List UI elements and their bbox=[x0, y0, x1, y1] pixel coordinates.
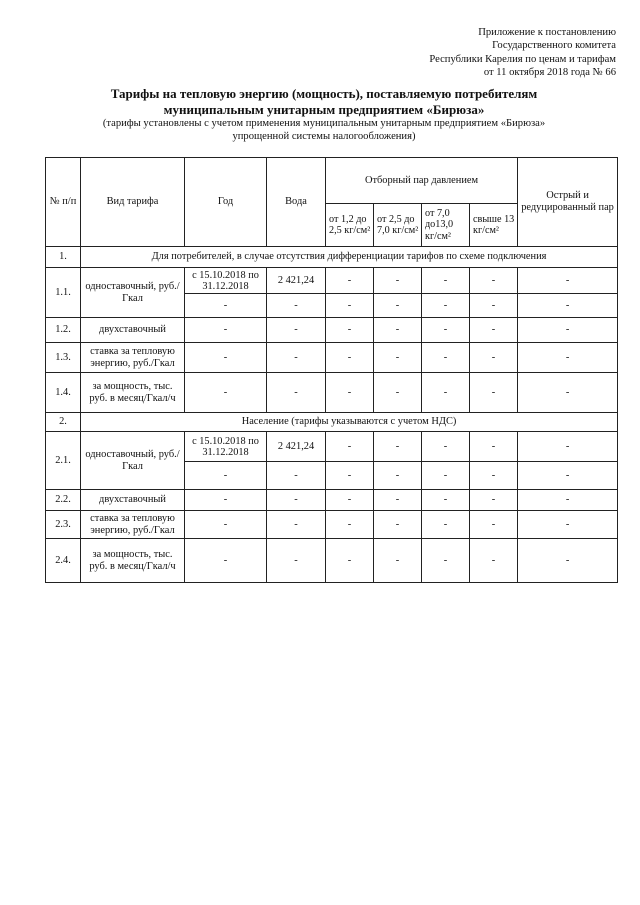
table-row bbox=[46, 373, 618, 413]
dash-cell: - bbox=[470, 373, 518, 413]
dash-cell: - bbox=[267, 294, 326, 318]
row-tariff-type: одноставочный, руб./Гкал bbox=[81, 432, 185, 490]
section-row bbox=[46, 413, 618, 432]
dash-cell: - bbox=[518, 432, 618, 462]
dash-cell: - bbox=[470, 318, 518, 343]
header-steam-col: от 1,2 до 2,5 кг/см² bbox=[326, 204, 374, 247]
dash-cell: - bbox=[518, 462, 618, 490]
table-row bbox=[46, 268, 618, 294]
header-steam-group: Отборный пар давлением bbox=[326, 158, 518, 204]
table-row bbox=[46, 490, 618, 511]
dash-cell: - bbox=[267, 539, 326, 583]
row-num: 1.1. bbox=[46, 268, 81, 318]
section-num: 2. bbox=[46, 413, 81, 432]
header-year: Год bbox=[185, 158, 267, 247]
row-period: с 15.10.2018 по 31.12.2018 bbox=[185, 432, 267, 462]
dash-cell: - bbox=[267, 462, 326, 490]
row-tariff-type: двухставочный bbox=[81, 318, 185, 343]
dash-cell: - bbox=[374, 373, 422, 413]
dash-cell: - bbox=[374, 539, 422, 583]
dash-cell: - bbox=[518, 373, 618, 413]
dash-cell: - bbox=[267, 490, 326, 511]
section-num: 1. bbox=[46, 247, 81, 268]
dash-cell: - bbox=[374, 294, 422, 318]
subtitle-line: упрощенной системы налогообложения) bbox=[232, 130, 416, 142]
dash-cell: - bbox=[422, 268, 470, 294]
dash-cell: - bbox=[422, 462, 470, 490]
dash-cell: - bbox=[185, 539, 267, 583]
appendix-line: от 11 октября 2018 года № 66 bbox=[483, 67, 616, 79]
dash-cell: - bbox=[470, 539, 518, 583]
dash-cell: - bbox=[470, 294, 518, 318]
row-water-value: 2 421,24 bbox=[267, 432, 326, 462]
dash-cell: - bbox=[470, 343, 518, 373]
dash-cell: - bbox=[470, 268, 518, 294]
header-steam-col: от 7,0 до13,0 кг/см² bbox=[422, 204, 470, 247]
dash-cell: - bbox=[185, 511, 267, 539]
dash-cell: - bbox=[518, 511, 618, 539]
dash-cell: - bbox=[185, 343, 267, 373]
document-title bbox=[44, 86, 604, 117]
row-num: 1.3. bbox=[46, 343, 81, 373]
dash-cell: - bbox=[470, 511, 518, 539]
dash-cell: - bbox=[374, 432, 422, 462]
section-title: Для потребителей, в случае отсутствия дифференциации тарифов по схеме подключения bbox=[81, 247, 618, 268]
dash-cell: - bbox=[326, 511, 374, 539]
dash-cell: - bbox=[422, 318, 470, 343]
dash-cell: - bbox=[422, 539, 470, 583]
row-num: 2.4. bbox=[46, 539, 81, 583]
dash-cell: - bbox=[422, 373, 470, 413]
dash-cell: - bbox=[326, 432, 374, 462]
dash-cell: - bbox=[185, 462, 267, 490]
table-row bbox=[46, 511, 618, 539]
row-tariff-type: двухставочный bbox=[81, 490, 185, 511]
dash-cell: - bbox=[470, 462, 518, 490]
row-water-value: 2 421,24 bbox=[267, 268, 326, 294]
row-num: 1.4. bbox=[46, 373, 81, 413]
dash-cell: - bbox=[185, 373, 267, 413]
dash-cell: - bbox=[422, 511, 470, 539]
dash-cell: - bbox=[326, 294, 374, 318]
dash-cell: - bbox=[185, 490, 267, 511]
row-tariff-type: ставка за тепловую энергию, руб./Гкал bbox=[81, 511, 185, 539]
dash-cell: - bbox=[326, 462, 374, 490]
row-num: 1.2. bbox=[46, 318, 81, 343]
appendix-line: Республики Карелия по ценам и тарифам bbox=[429, 53, 616, 65]
header-num: № п/п bbox=[46, 158, 81, 247]
appendix-block bbox=[429, 26, 616, 80]
dash-cell: - bbox=[267, 511, 326, 539]
table-row bbox=[46, 318, 618, 343]
dash-cell: - bbox=[374, 343, 422, 373]
dash-cell: - bbox=[518, 490, 618, 511]
table-row bbox=[46, 343, 618, 373]
dash-cell: - bbox=[326, 318, 374, 343]
row-tariff-type: одноставочный, руб./Гкал bbox=[81, 268, 185, 318]
dash-cell: - bbox=[326, 268, 374, 294]
table-header-row bbox=[46, 158, 618, 204]
header-water: Вода bbox=[267, 158, 326, 247]
row-tariff-type: за мощность, тыс. руб. в месяц/Гкал/ч bbox=[81, 539, 185, 583]
header-sharp-steam: Острый и редуцированный пар bbox=[518, 158, 618, 247]
table-row bbox=[46, 539, 618, 583]
row-num: 2.3. bbox=[46, 511, 81, 539]
dash-cell: - bbox=[518, 343, 618, 373]
dash-cell: - bbox=[267, 318, 326, 343]
dash-cell: - bbox=[422, 490, 470, 511]
dash-cell: - bbox=[518, 294, 618, 318]
appendix-line: Государственного комитета bbox=[492, 40, 616, 52]
dash-cell: - bbox=[422, 343, 470, 373]
row-tariff-type: ставка за тепловую энергию, руб./Гкал bbox=[81, 343, 185, 373]
dash-cell: - bbox=[422, 294, 470, 318]
header-steam-col: от 2,5 до 7,0 кг/см² bbox=[374, 204, 422, 247]
row-num: 2.2. bbox=[46, 490, 81, 511]
dash-cell: - bbox=[518, 318, 618, 343]
row-tariff-type: за мощность, тыс. руб. в месяц/Гкал/ч bbox=[81, 373, 185, 413]
appendix-line: Приложение к постановлению bbox=[478, 27, 616, 38]
dash-cell: - bbox=[374, 490, 422, 511]
dash-cell: - bbox=[326, 373, 374, 413]
dash-cell: - bbox=[374, 268, 422, 294]
dash-cell: - bbox=[518, 539, 618, 583]
dash-cell: - bbox=[470, 490, 518, 511]
title-line: Тарифы на тепловую энергию (мощность), поставляемую потребителям bbox=[110, 86, 538, 101]
dash-cell: - bbox=[185, 294, 267, 318]
header-tariff-type: Вид тарифа bbox=[81, 158, 185, 247]
dash-cell: - bbox=[267, 343, 326, 373]
dash-cell: - bbox=[267, 373, 326, 413]
dash-cell: - bbox=[422, 432, 470, 462]
tariff-table bbox=[45, 157, 618, 583]
section-title: Население (тарифы указываются с учетом НДС) bbox=[81, 413, 618, 432]
dash-cell: - bbox=[326, 343, 374, 373]
header-steam-col: свыше 13 кг/см² bbox=[470, 204, 518, 247]
subtitle-line: (тарифы установлены с учетом применения муниципальным унитарным предприятием «Бирюза» bbox=[102, 118, 546, 129]
dash-cell: - bbox=[374, 462, 422, 490]
row-period: с 15.10.2018 по 31.12.2018 bbox=[185, 268, 267, 294]
dash-cell: - bbox=[185, 318, 267, 343]
title-line: муниципальным унитарным предприятием «Бирюза» bbox=[163, 101, 485, 117]
dash-cell: - bbox=[326, 490, 374, 511]
dash-cell: - bbox=[326, 539, 374, 583]
document-heading bbox=[44, 86, 604, 143]
dash-cell: - bbox=[374, 318, 422, 343]
dash-cell: - bbox=[470, 432, 518, 462]
document-subtitle bbox=[44, 118, 604, 143]
section-row bbox=[46, 247, 618, 268]
row-num: 2.1. bbox=[46, 432, 81, 490]
dash-cell: - bbox=[518, 268, 618, 294]
dash-cell: - bbox=[374, 511, 422, 539]
table-row bbox=[46, 432, 618, 462]
